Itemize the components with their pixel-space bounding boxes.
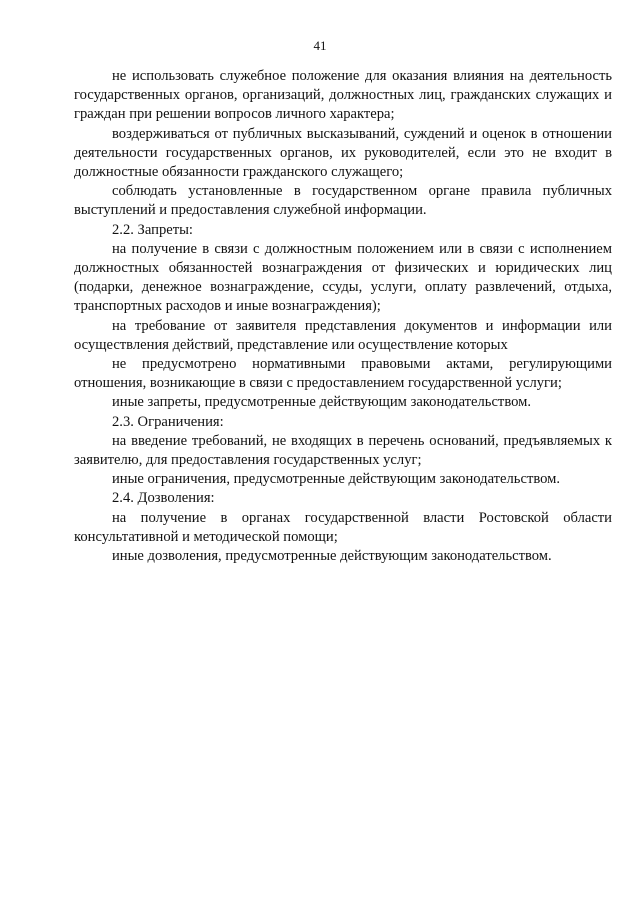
paragraph-restriction-requirements: на введение требований, не входящих в перечень оснований, предъявляемых к заявителю, для предоставления государственных услуг;: [74, 432, 612, 469]
paragraph-public-speaking-rules: соблюдать установленные в государственном органе правила публичных выступлений и предоставления служебной информации.: [74, 183, 612, 219]
paragraph-prohibition-rewards: на получение в связи с должностным положением или в связи с исполнением должностных обязанностей вознаграждения от физических и юридических лиц (подарки, денежное вознаграждение, ссуды, услуги, оплату развлечений, отдыха, транспортных расходов и иные вознаграждения);: [74, 240, 612, 315]
paragraph-permission-consultation: на получение в органах государственной власти Ростовской области консультативной и методической помощи;: [74, 509, 612, 545]
paragraph-other-restrictions: иные ограничения, предусмотренные действующим законодательством.: [112, 471, 561, 488]
paragraph-no-influence: не использовать служебное положение для оказания влияния на деятельность государственных органов, организаций, должностных лиц, гражданских служащих и граждан при решении вопросов личного характера;: [74, 68, 612, 123]
page-number: 41: [313, 38, 327, 53]
paragraph-other-permissions: иные дозволения, предусмотренные действующим законодательством.: [112, 548, 552, 565]
paragraph-not-provided-by-acts: не предусмотрено нормативными правовыми актами, регулирующими отношения, возникающие в связи с предоставлением государственной услуги;: [74, 356, 612, 392]
section-heading-permissions: 2.4. Дозволения:: [112, 490, 215, 507]
document-body: [74, 67, 612, 566]
paragraph-prohibition-document-requests: на требование от заявителя представления документов и информации или осуществления действий, представление или осуществление которых: [74, 317, 612, 353]
paragraph-refrain-public-statements: воздерживаться от публичных высказываний, суждений и оценок в отношении деятельности государственных органов, их руководителей, если это не входит в должностные обязанности гражданского служащего;: [74, 125, 612, 181]
section-heading-restrictions: 2.3. Ограничения:: [112, 413, 224, 430]
section-heading-prohibitions: 2.2. Запреты:: [112, 221, 193, 238]
paragraph-other-prohibitions: иные запреты, предусмотренные действующим законодательством.: [112, 394, 532, 411]
